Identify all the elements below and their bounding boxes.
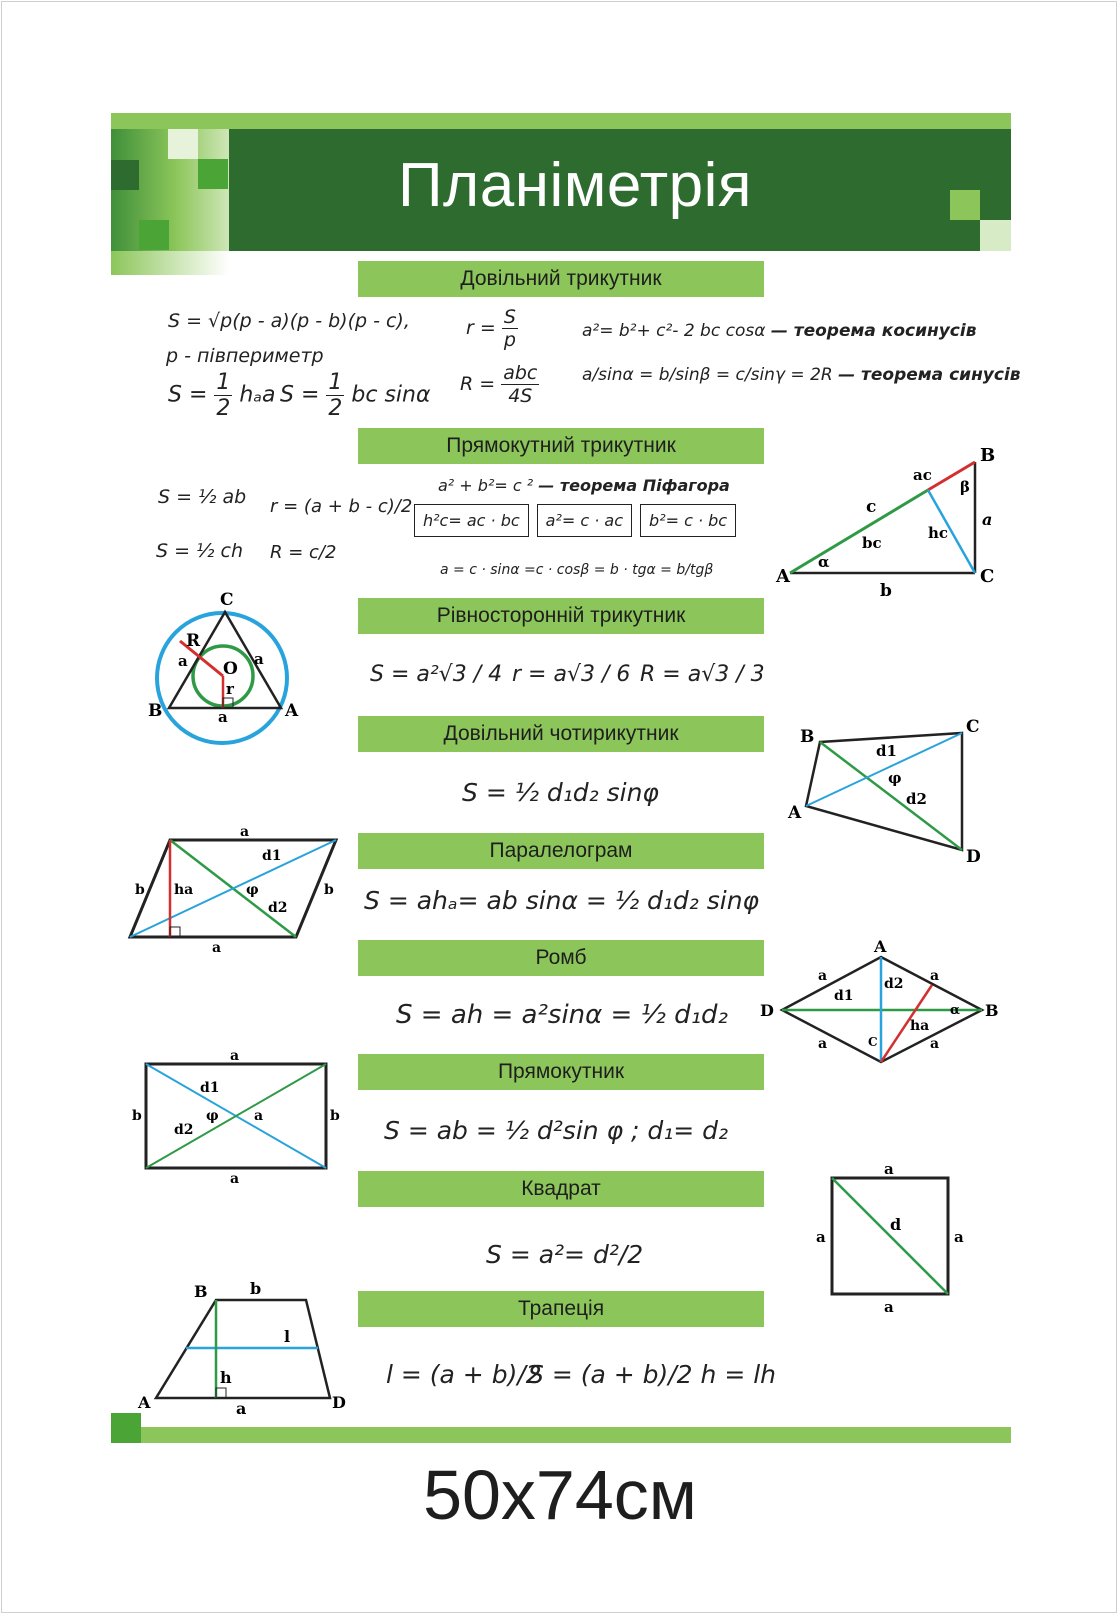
fraction-numerator: abc	[503, 362, 538, 384]
section-bar-right-triangle: Прямокутний трикутник	[358, 428, 764, 464]
fraction-denominator: 2	[216, 396, 231, 421]
formula-part: a/sinα = b/sinβ = c/sinγ = 2R	[582, 365, 833, 385]
side-b-label: b	[135, 882, 145, 898]
square-area: S = a²= d²/2	[486, 1240, 644, 1269]
rectangle-area: S = ab = ½ d²sin φ ; d₁= d₂	[384, 1116, 729, 1145]
side-b-label: b	[330, 1108, 340, 1124]
side-a-label: a	[218, 708, 228, 726]
fraction-numerator: S	[503, 306, 516, 328]
side-a-label: a	[254, 650, 264, 668]
vertex-b-label: B	[800, 727, 815, 747]
angle-beta-label: β	[960, 478, 970, 496]
vertex-d-label: D	[760, 1001, 774, 1020]
height-ha-label: ha	[910, 1018, 930, 1034]
fraction-denominator: 4S	[508, 385, 533, 407]
formula-part: R =	[460, 373, 496, 395]
trapezoid-midline: l = (a + b)/2	[386, 1360, 542, 1389]
diagonal-d1	[130, 840, 336, 937]
formula-part: r =	[466, 317, 496, 339]
side-a-label: a	[982, 510, 993, 529]
section-bar-rhombus: Ромб	[358, 940, 764, 976]
vertex-b-label: B	[194, 1282, 208, 1301]
side-a-label: a	[930, 968, 940, 984]
height-h-label: h	[220, 1368, 232, 1387]
radius-r-label: r	[226, 680, 234, 698]
vertex-c-label: C	[868, 1035, 878, 1049]
section-bar-rectangle: Прямокутник	[358, 1054, 764, 1090]
side-a-label: a	[818, 968, 828, 984]
segment-bc-label: bc	[862, 534, 882, 552]
vertex-a-label: A	[285, 701, 299, 721]
semiperimeter-note: p - півпериметр	[166, 345, 324, 367]
vertex-b-label: B	[148, 701, 163, 721]
side-b-label: b	[132, 1108, 142, 1124]
side-a-label: a	[818, 1036, 828, 1052]
section-bar-equilateral: Рівносторонній трикутник	[358, 598, 764, 634]
section-bar-parallelogram: Паралелограм	[358, 833, 764, 869]
side-a-label: a	[954, 1228, 964, 1246]
side-b-label: b	[250, 1279, 262, 1298]
vertex-c-label: C	[966, 717, 980, 737]
hypotenuse-green	[790, 490, 928, 573]
footer-square	[111, 1413, 141, 1443]
vertex-d-label: D	[966, 847, 981, 867]
footer-stripe	[111, 1427, 1011, 1443]
side-a-label: a	[230, 1048, 240, 1064]
equilateral-inradius: r = a√3 / 6	[512, 662, 631, 687]
formula-part: a² + b²= c ²	[438, 476, 534, 495]
vertex-c-label: C	[220, 590, 234, 610]
section-bar-quadrilateral: Довільний чотирикутник	[358, 716, 764, 752]
vertex-d-label: D	[332, 1393, 346, 1412]
side-b-label: b	[324, 882, 334, 898]
theorem-name: — теорема синусів	[838, 365, 1021, 385]
center-O-label: O	[223, 659, 238, 679]
formula-part: a²= b²+ c²- 2 bc cosα	[582, 321, 766, 341]
diagonal-d2-label: d2	[906, 790, 927, 808]
fraction-denominator: 2	[328, 396, 343, 421]
radius-R-label: R	[186, 631, 201, 651]
side-a-label: a	[930, 1036, 940, 1052]
angle-phi-label: φ	[888, 769, 902, 787]
size-label: 50х74см	[423, 1456, 697, 1534]
diagonal-d2-label: d2	[268, 900, 288, 916]
right-triangle-figure	[775, 445, 995, 601]
angle-alpha-label: α	[818, 553, 830, 571]
rhombus-area: S = ah = a²sinα = ½ d₁d₂	[396, 1000, 728, 1030]
side-a-label: a	[236, 1399, 247, 1418]
angle-alpha-label: α	[950, 1003, 961, 1018]
section-bar-square: Квадрат	[358, 1171, 764, 1207]
equilateral-circumradius: R = a√3 / 3	[640, 662, 765, 687]
theorem-name: — теорема Піфагора	[538, 476, 730, 495]
formula-box: a²= c · ac	[537, 504, 632, 537]
vertex-c-label: C	[980, 566, 995, 587]
formula-part: S =	[280, 382, 320, 408]
side-a-label: a	[884, 1160, 894, 1178]
formula-box: h²c= ac · bc	[414, 504, 529, 537]
vertex-a-label: A	[788, 803, 802, 823]
right-angle-mark	[216, 1388, 226, 1398]
side-a-label: a	[212, 940, 222, 956]
vertex-a-label: A	[874, 937, 887, 956]
side-a-label: a	[884, 1298, 894, 1316]
theorem-name: — теорема косинусів	[770, 321, 977, 341]
side-a-label: a	[178, 652, 188, 670]
diagonal-d	[832, 1178, 948, 1294]
formula-box: b²= c · bc	[640, 504, 736, 537]
segment-ac-label: ac	[913, 466, 932, 484]
rhombus-figure	[760, 937, 999, 1062]
vertex-b-label: B	[980, 445, 996, 466]
right-circumradius: R = c/2	[270, 542, 337, 563]
diagonal-d1-label: d1	[876, 742, 897, 760]
quadrilateral-area: S = ½ d₁d₂ sinφ	[462, 778, 659, 807]
side-b-label: b	[880, 581, 892, 601]
diagonal-d1-label: d1	[834, 988, 854, 1004]
formula-part: hₐa	[239, 382, 276, 408]
side-a-label: a	[816, 1228, 826, 1246]
parallelogram-area: S = ahₐ= ab sinα = ½ d₁d₂ sinφ	[364, 886, 760, 915]
vertex-b-label: B	[985, 1001, 999, 1020]
quadrilateral-figure	[787, 717, 981, 867]
angle-phi-label: φ	[206, 1108, 219, 1124]
formula-part: S =	[168, 382, 208, 408]
page-title: Планіметрія	[397, 151, 752, 220]
trapezoid-figure	[137, 1279, 346, 1418]
side-c-label: c	[866, 497, 877, 517]
heron-formula: S = √p(p - a)(p - b)(p - c),	[168, 310, 410, 332]
diagonal-d2-label: d2	[174, 1122, 194, 1138]
vertex-a-label: A	[138, 1393, 151, 1412]
fraction-denominator: p	[503, 329, 516, 351]
trig-relations: a = c · sinα =c · cosβ = b · tgα = b/tgβ	[440, 562, 714, 578]
fraction-numerator: 1	[328, 370, 343, 395]
right-area-legs: S = ½ ab	[158, 486, 247, 508]
diagonal-d-label: d	[890, 1215, 902, 1234]
square-figure	[816, 1160, 964, 1316]
diagonal-d2-label: d2	[884, 976, 904, 992]
height-ha-label: ha	[174, 882, 194, 898]
formula-part: bc sinα	[351, 382, 431, 408]
side-a-label: a	[240, 824, 250, 840]
side-a-label: a	[230, 1171, 240, 1187]
right-inradius: r = (a + b - c)/2	[270, 496, 413, 517]
rectangle-figure	[132, 1048, 340, 1187]
angle-a-label: a	[254, 1108, 264, 1124]
height-hc-label: hc	[928, 524, 949, 542]
diagonal-d1-label: d1	[262, 848, 282, 864]
section-bar-arbitrary-triangle: Довільний трикутник	[358, 261, 764, 297]
equilateral-area: S = a²√3 / 4	[370, 662, 503, 687]
midline-l-label: l	[284, 1327, 291, 1346]
diagonal-d1-label: d1	[200, 1080, 220, 1096]
trapezoid-area: S = (a + b)/2 h = lh	[528, 1360, 776, 1389]
parallelogram-figure	[130, 824, 336, 956]
vertex-a-label: A	[776, 566, 790, 587]
right-area-hypotenuse: S = ½ ch	[156, 540, 244, 562]
equilateral-figure	[148, 590, 299, 743]
angle-phi-label: φ	[246, 882, 259, 898]
fraction-numerator: 1	[216, 370, 231, 395]
section-bar-trapezoid: Трапеція	[358, 1291, 764, 1327]
